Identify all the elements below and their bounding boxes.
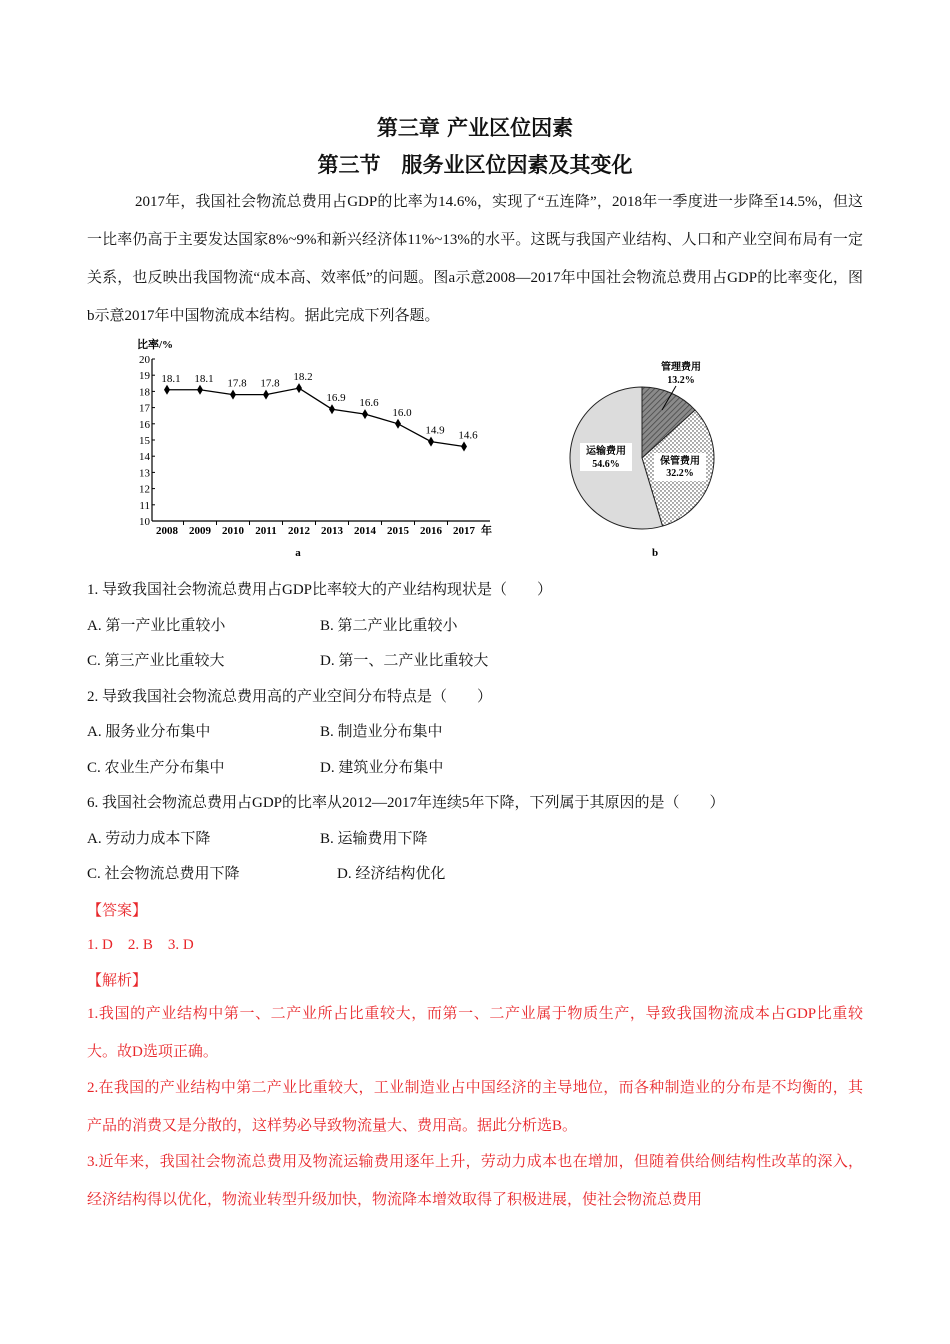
question-option: A. 劳动力成本下降: [87, 830, 211, 847]
question-option: D. 建筑业分布集中: [320, 759, 444, 776]
analysis-heading: 【解析】: [87, 973, 148, 989]
pie-slice-value: 32.2%: [666, 468, 694, 479]
pie-slice-value: 13.2%: [667, 375, 695, 386]
intro-paragraph: [87, 183, 863, 335]
data-point: [230, 390, 236, 400]
y-tick-label: 11: [139, 499, 150, 512]
analysis-3: 3.近年来，我国社会物流总费用及物流运输费用逐年上升，劳动力成本也在增加，但随着供给侧结构性改革的深入，经济结构得以优化，物流业转型升级加快，物流降本增效取得了积极进展，使社会物流总费用: [87, 1154, 863, 1208]
analysis-2: 2.在我国的产业结构中第二产业比重较大，工业制造业占中国经济的主导地位，而各种制造业的分布是不均衡的，其产品的消费又是分散的，这样势必导致物流量大、费用高。据此分析选B。: [87, 1080, 863, 1134]
data-point: [164, 385, 170, 395]
figures: [0, 330, 950, 565]
x-tick-label: 2017: [453, 525, 475, 537]
data-label: 17.8: [227, 377, 247, 390]
question-stem: 2. 导致我国社会物流总费用高的产业空间分布特点是（ ）: [87, 688, 493, 705]
x-axis-label: 年: [481, 525, 492, 537]
y-tick-label: 15: [139, 435, 150, 447]
x-tick-label: 2010: [222, 525, 244, 537]
question-option: B. 制造业分布集中: [320, 724, 443, 740]
y-tick-label: 20: [139, 354, 150, 366]
intro-text: 2017年，我国社会物流总费用占GDP的比率为14.6%，实现了“五连降”，2018年一季度进一步降至14.5%，但这一比率仍高于主要发达国家8%~9%和新兴经济体11%~13%的水平。这既与我国产业结构、人口和产业空间布局有一定关系，也反映出我国物流“成本高、效率低”的问题。图a示意2008—2017年中国社会物流总费用占GDP的比率变化，图b示意2017年中国物流成本结构。据此完成下列各题。: [87, 194, 863, 324]
question-option: C. 第三产业比重较大: [87, 653, 225, 669]
pie-slice-value: 54.6%: [592, 459, 620, 470]
answers: 1. D 2. B 3. D: [87, 937, 194, 953]
analysis-1: 1.我国的产业结构中第一、二产业所占比重较大，而第一、二产业属于物质生产，导致我国物流成本占GDP比重较大。故D选项正确。: [87, 1006, 863, 1060]
y-axis-label: 比率/%: [137, 339, 174, 351]
y-tick-label: 17: [139, 402, 150, 415]
x-tick-label: 2008: [156, 525, 178, 537]
chart-caption-a: a: [295, 547, 301, 559]
data-point: [395, 419, 401, 429]
pie-chart-b: [570, 360, 714, 559]
question-option: C. 社会物流总费用下降: [87, 866, 240, 882]
data-point: [362, 409, 368, 419]
data-label: 18.1: [194, 372, 214, 385]
data-label: 14.9: [425, 424, 445, 437]
pie-slice-label: 管理费用: [661, 362, 701, 373]
line-chart-a: [137, 337, 492, 559]
series-line: [167, 388, 464, 446]
data-label: 16.6: [359, 397, 379, 410]
question-option: C. 农业生产分布集中: [87, 759, 225, 776]
answer-heading: 【答案】: [87, 903, 148, 919]
chapter-title: 第三章 产业区位因素: [376, 116, 574, 140]
data-point: [461, 441, 467, 451]
data-label: 16.0: [392, 406, 412, 419]
section-title: 第三节 服务业区位因素及其变化: [317, 153, 633, 177]
x-tick-label: 2016: [420, 525, 442, 537]
question-stem: 1. 导致我国社会物流总费用占GDP比率较大的产业结构现状是（ ）: [87, 582, 553, 598]
y-tick-label: 10: [139, 516, 150, 528]
x-tick-label: 2013: [321, 525, 343, 537]
chart-caption-b: b: [651, 547, 659, 559]
question-option: A. 服务业分布集中: [87, 724, 211, 740]
data-point: [296, 383, 302, 393]
y-tick-label: 14: [139, 451, 150, 464]
question-option: B. 运输费用下降: [320, 830, 428, 847]
pie-slice-label: 运输费用: [586, 446, 626, 457]
y-tick-label: 19: [139, 370, 150, 383]
y-tick-label: 18: [139, 386, 150, 399]
y-tick-label: 13: [139, 467, 150, 480]
data-label: 18.1: [161, 372, 181, 385]
data-point: [263, 390, 269, 400]
data-label: 16.9: [326, 392, 346, 405]
x-tick-label: 2009: [189, 525, 211, 537]
x-tick-label: 2012: [288, 525, 310, 537]
data-label: 14.6: [458, 429, 478, 442]
data-point: [329, 404, 335, 414]
question-option: A. 第一产业比重较小: [87, 617, 226, 634]
x-tick-label: 2014: [354, 525, 376, 537]
x-tick-label: 2015: [387, 525, 409, 537]
data-point: [428, 437, 434, 447]
data-label: 17.8: [260, 377, 280, 390]
y-tick-label: 12: [139, 483, 150, 496]
question-option: D. 第一、二产业比重较大: [320, 653, 489, 669]
x-tick-label: 2011: [255, 525, 277, 537]
y-tick-label: 16: [139, 418, 150, 431]
pie-slice-label: 保管费用: [660, 456, 700, 467]
data-point: [197, 385, 203, 395]
data-label: 18.2: [293, 371, 313, 384]
question-option: D. 经济结构优化: [337, 866, 446, 882]
question-option: B. 第二产业比重较小: [320, 617, 458, 634]
question-stem: 6. 我国社会物流总费用占GDP的比率从2012—2017年连续5年下降，下列属于其原因的是（ ）: [87, 795, 725, 811]
